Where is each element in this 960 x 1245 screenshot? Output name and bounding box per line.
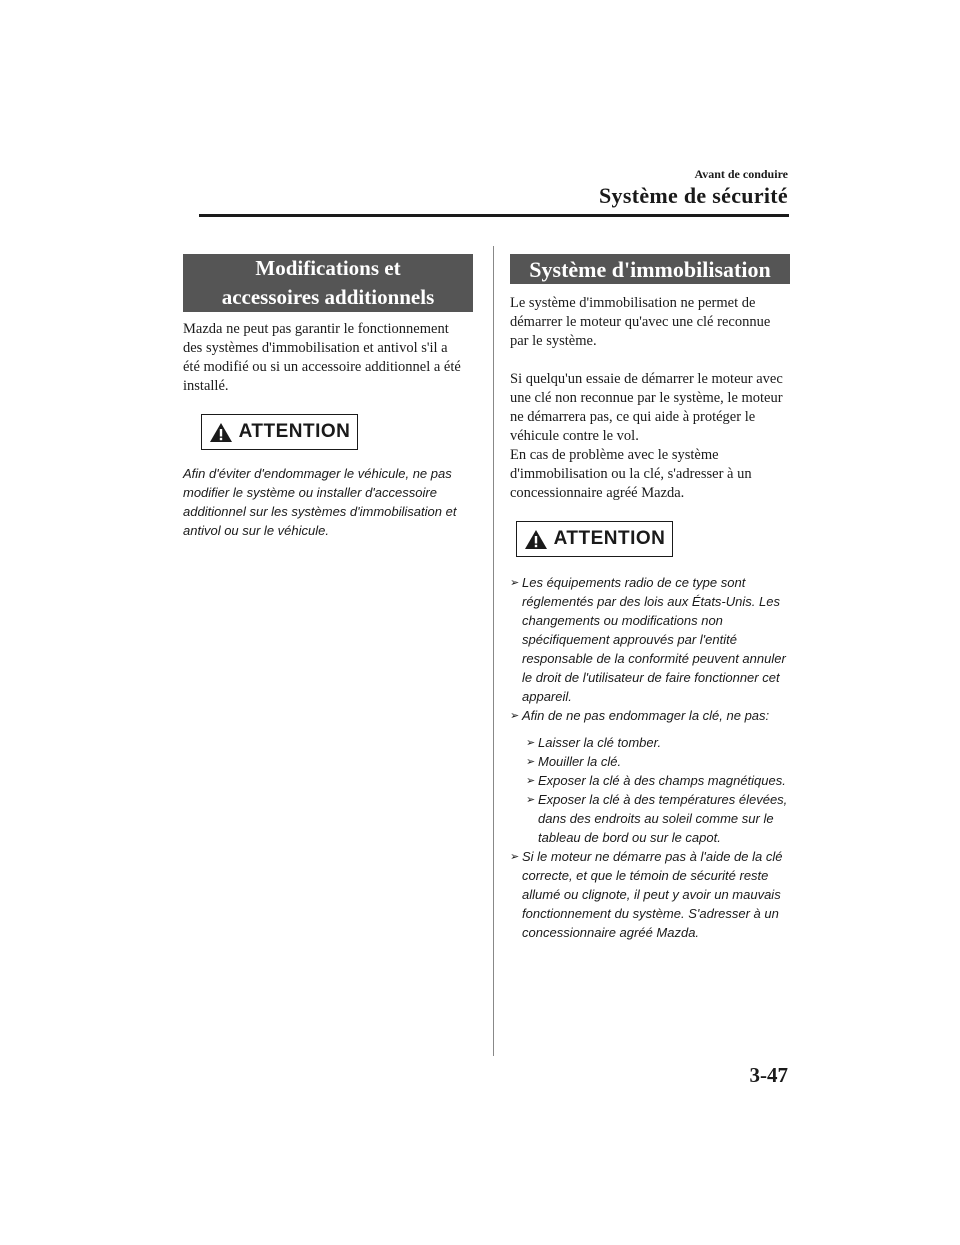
- immobilisation-paragraph-1: Le système d'immobilisation ne permet de démarrer le moteur qu'avec une clé reconnue par le système.: [510, 295, 771, 349]
- list-item: [510, 706, 792, 725]
- column-divider: [493, 246, 494, 1056]
- bullet-text: Afin de ne pas endommager la clé, ne pas:: [522, 708, 770, 723]
- list-item: [526, 790, 792, 847]
- attention-box: [201, 414, 358, 450]
- section-label: Avant de conduire: [694, 167, 788, 181]
- arrow-bullet-icon: ➢: [510, 850, 520, 863]
- list-item: [526, 771, 792, 790]
- modifications-paragraph: Mazda ne peut pas garantir le fonctionnement des systèmes d'immobilisation et antivol s'il a été modifié ou si un accessoire additionnel a été installé.: [183, 321, 461, 394]
- section-banner-modifications: [183, 254, 473, 312]
- banner-line-2: accessoires additionnels: [221, 285, 435, 309]
- list-item: [510, 847, 792, 942]
- arrow-bullet-icon: ➢: [510, 709, 520, 722]
- list-item: [526, 752, 792, 771]
- arrow-bullet-icon: ➢: [526, 736, 536, 749]
- attention-label: ATTENTION: [553, 528, 666, 549]
- section-banner-immobilisation: Système d'immobilisation: [510, 254, 790, 284]
- warning-icon: [524, 529, 548, 550]
- attention-bullets: [510, 573, 792, 942]
- sub-bullets: [526, 733, 792, 847]
- warning-icon: [209, 422, 233, 443]
- attention-box: [516, 521, 673, 557]
- attention-label: ATTENTION: [238, 421, 351, 442]
- page-number: 3-47: [749, 1063, 788, 1087]
- arrow-bullet-icon: ➢: [526, 774, 536, 787]
- banner-line-1: Modifications et: [255, 256, 401, 280]
- immobilisation-paragraph-2: Si quelqu'un essaie de démarrer le moteur avec une clé non reconnue par le système, le moteur ne démarrera pas, ce qui aide à protéger le véhicule contre le vol.: [510, 371, 783, 444]
- sub-bullet-text: Exposer la clé à des températures élevées, dans des endroits au soleil comme sur le tableau de bord ou sur le capot.: [538, 792, 788, 845]
- sub-bullet-text: Laisser la clé tomber.: [538, 735, 662, 750]
- page-title: Système de sécurité: [599, 183, 788, 208]
- arrow-bullet-icon: ➢: [526, 755, 536, 768]
- list-item: [510, 573, 792, 706]
- attention-text: Afin d'éviter d'endommager le véhicule, ne pas modifier le système ou installer d'accessoire additionnel sur les systèmes d'immobilisation et antivol ou sur le véhicule.: [183, 466, 457, 538]
- arrow-bullet-icon: ➢: [526, 793, 536, 806]
- arrow-bullet-icon: ➢: [510, 576, 520, 589]
- header-rule: [199, 214, 789, 217]
- bullet-text: Les équipements radio de ce type sont réglementés par des lois aux États-Unis. Les changements ou modifications non spécifiquement approuvés par l'entité responsable de la conformité peuvent annuler le droit de l'utilisateur de faire fonctionner cet appareil.: [522, 575, 786, 704]
- bullet-text: Si le moteur ne démarre pas à l'aide de la clé correcte, et que le témoin de sécurité reste allumé ou clignote, il peut y avoir un mauvais fonctionnement du système. S'adresser à un concessionnaire agréé Mazda.: [522, 849, 783, 940]
- immobilisation-paragraph-3: En cas de problème avec le système d'immobilisation ou la clé, s'adresser à un concessionnaire agréé Mazda.: [510, 447, 752, 501]
- list-item: [526, 733, 792, 752]
- right-column: [510, 254, 792, 942]
- sub-bullet-text: Exposer la clé à des champs magnétiques.: [538, 773, 786, 788]
- sub-bullet-text: Mouiller la clé.: [538, 754, 622, 769]
- left-column: [183, 254, 465, 540]
